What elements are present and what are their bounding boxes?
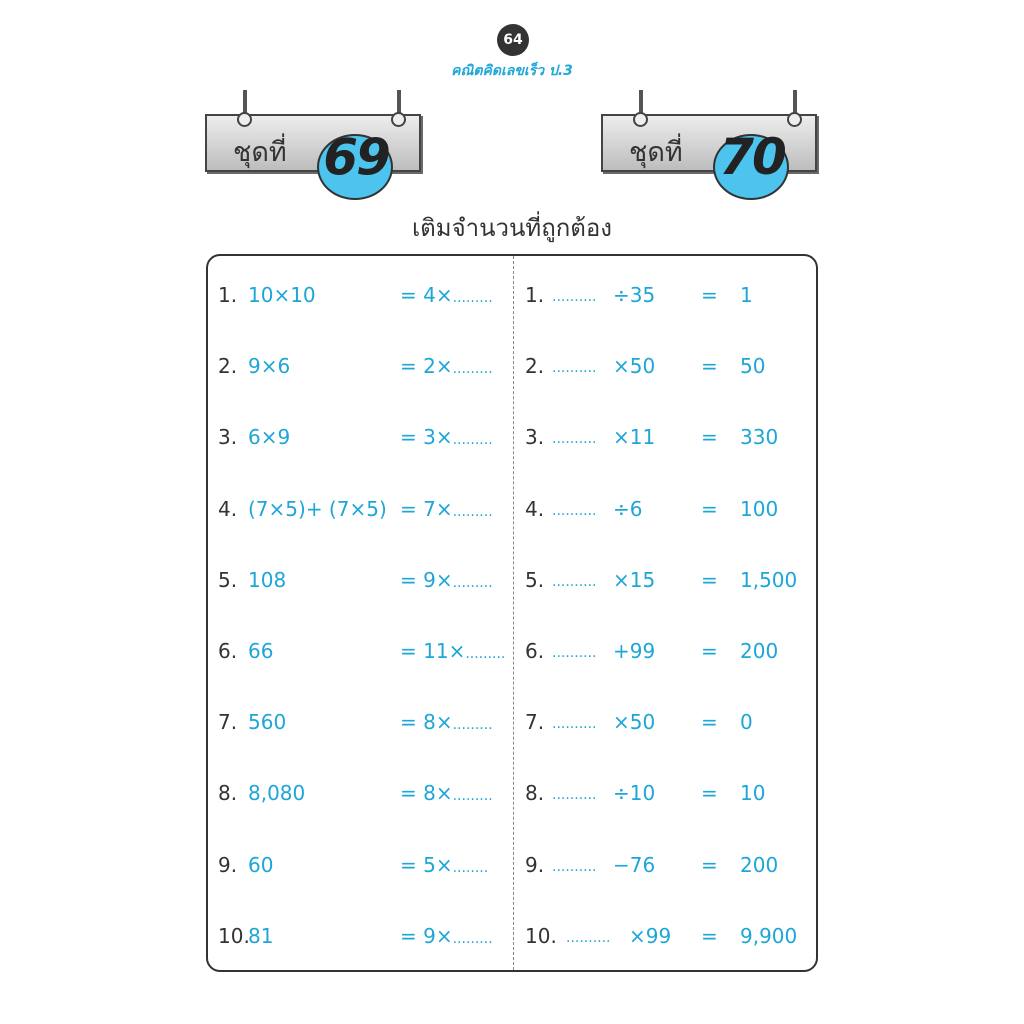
item-number: 6. <box>525 639 545 663</box>
result-value: 100 <box>740 496 779 521</box>
exercise-row <box>218 781 513 811</box>
set-sign-69 <box>205 90 425 200</box>
equals-sign: = <box>701 567 718 592</box>
equation-rhs <box>400 568 493 592</box>
item-number: 2. <box>525 354 545 379</box>
answer-blank[interactable]: ......... <box>452 788 493 805</box>
equation-rhs <box>400 497 493 521</box>
result-value: 9,900 <box>740 923 798 948</box>
answer-blank[interactable]: .......... <box>552 787 597 804</box>
exercise-row <box>218 853 513 883</box>
item-number: 7. <box>525 710 545 735</box>
answer-blank[interactable]: .......... <box>552 431 597 448</box>
item-number: 8. <box>525 781 545 806</box>
equation-rhs <box>400 283 493 307</box>
operation: ×15 <box>613 567 656 592</box>
given-expression: (7×5)+ (7×5) <box>248 496 387 521</box>
operation: ×11 <box>613 425 656 450</box>
exercise-row <box>525 354 810 384</box>
answer-blank[interactable]: ......... <box>452 290 493 306</box>
item-number: 3. <box>525 425 545 450</box>
hanger-ring <box>633 112 648 127</box>
exercise-row <box>525 497 810 527</box>
given-expression: 560 <box>248 710 287 735</box>
given-expression: 66 <box>248 639 274 663</box>
rhs-factor: = 5× <box>400 852 453 877</box>
exercise-panel <box>206 254 818 972</box>
given-expression: 6×9 <box>248 425 291 450</box>
item-number: 9. <box>525 852 545 877</box>
operation: ×99 <box>629 923 672 948</box>
item-number: 4. <box>525 496 545 521</box>
rhs-factor: = 4× <box>400 283 453 307</box>
exercise-row <box>525 924 810 954</box>
rhs-factor: = 11× <box>400 639 466 663</box>
answer-blank[interactable]: .......... <box>552 573 597 590</box>
exercise-row <box>525 425 810 455</box>
result-value: 10 <box>740 781 766 806</box>
answer-blank[interactable]: .......... <box>552 645 597 661</box>
equation-rhs <box>400 710 493 734</box>
answer-blank[interactable]: ......... <box>452 432 493 449</box>
equation-rhs <box>400 924 493 948</box>
operation: ÷35 <box>613 283 656 307</box>
answer-blank[interactable]: ......... <box>452 503 493 520</box>
answer-blank[interactable]: ......... <box>465 646 506 662</box>
answer-blank[interactable]: .......... <box>552 716 597 733</box>
exercise-row <box>218 639 513 669</box>
rhs-factor: = 9× <box>400 567 453 592</box>
hanger-ring <box>237 112 252 127</box>
set-label: ชุดที่ <box>629 137 683 168</box>
rhs-factor: = 8× <box>400 781 453 806</box>
item-number: 10. <box>525 923 557 948</box>
item-number: 10. <box>218 923 250 948</box>
hanger-hook <box>243 90 247 114</box>
hanger-hook <box>397 90 401 114</box>
rhs-factor: = 2× <box>400 354 453 379</box>
answer-blank[interactable]: ......... <box>452 361 493 378</box>
given-expression: 81 <box>248 923 274 948</box>
given-expression: 9×6 <box>248 354 291 379</box>
given-expression: 60 <box>248 852 274 877</box>
given-expression: 108 <box>248 567 287 592</box>
exercise-row <box>218 568 513 598</box>
operation: ÷6 <box>613 496 643 521</box>
answer-blank[interactable]: .......... <box>552 289 597 305</box>
set-number: 69 <box>323 128 389 186</box>
answer-blank[interactable]: .......... <box>566 929 611 946</box>
result-value: 330 <box>740 425 779 450</box>
page-number-badge: 64 <box>497 24 529 56</box>
item-number: 7. <box>218 710 238 735</box>
hanger-ring <box>787 112 802 127</box>
column-divider <box>513 256 514 970</box>
equals-sign: = <box>701 283 718 307</box>
item-number: 4. <box>218 496 238 521</box>
equals-sign: = <box>701 639 718 663</box>
hanger-hook <box>793 90 797 114</box>
answer-blank[interactable]: ......... <box>452 717 493 734</box>
result-value: 1,500 <box>740 567 798 592</box>
rhs-factor: = 7× <box>400 496 453 521</box>
item-number: 5. <box>525 567 545 592</box>
result-value: 200 <box>740 639 779 663</box>
answer-blank[interactable]: .......... <box>552 858 597 875</box>
equation-rhs <box>400 781 493 805</box>
operation: −76 <box>613 852 656 877</box>
equation-rhs <box>400 354 493 378</box>
set-sign-70 <box>601 90 821 200</box>
exercise-row <box>525 283 810 313</box>
exercise-row <box>525 710 810 740</box>
item-number: 3. <box>218 425 238 450</box>
given-expression: 8,080 <box>248 781 306 806</box>
item-number: 1. <box>525 283 545 307</box>
answer-blank[interactable]: ......... <box>452 930 493 947</box>
item-number: 6. <box>218 639 238 663</box>
instruction-heading: เติมจำนวนที่ถูกต้อง <box>411 214 613 242</box>
exercise-row <box>525 781 810 811</box>
exercise-row <box>525 853 810 883</box>
equation-rhs <box>400 853 488 877</box>
equation-rhs <box>400 639 505 663</box>
equals-sign: = <box>701 923 718 948</box>
rhs-factor: = 3× <box>400 425 453 450</box>
hanger-hook <box>639 90 643 114</box>
exercise-row <box>218 924 513 954</box>
answer-blank[interactable]: ......... <box>452 574 493 591</box>
equals-sign: = <box>701 781 718 806</box>
answer-blank[interactable]: .......... <box>552 502 597 519</box>
set-label: ชุดที่ <box>233 137 287 168</box>
result-value: 1 <box>740 283 753 307</box>
exercise-row <box>218 354 513 384</box>
result-value: 50 <box>740 354 766 379</box>
exercise-row <box>218 425 513 455</box>
operation: ×50 <box>613 710 656 735</box>
equals-sign: = <box>701 852 718 877</box>
exercise-row <box>218 497 513 527</box>
answer-blank[interactable]: ........ <box>452 859 489 876</box>
result-value: 0 <box>740 710 753 735</box>
answer-blank[interactable]: .......... <box>552 360 597 377</box>
operation: ÷10 <box>613 781 656 806</box>
item-number: 1. <box>218 283 238 307</box>
equals-sign: = <box>701 710 718 735</box>
operation: +99 <box>613 639 656 663</box>
item-number: 2. <box>218 354 238 379</box>
equals-sign: = <box>701 354 718 379</box>
equation-rhs <box>400 425 493 449</box>
hanger-ring <box>391 112 406 127</box>
exercise-row <box>525 568 810 598</box>
exercise-row <box>525 639 810 669</box>
item-number: 8. <box>218 781 238 806</box>
item-number: 5. <box>218 567 238 592</box>
given-expression: 10×10 <box>248 283 316 307</box>
rhs-factor: = 8× <box>400 710 453 735</box>
operation: ×50 <box>613 354 656 379</box>
item-number: 9. <box>218 852 238 877</box>
equals-sign: = <box>701 496 718 521</box>
exercise-row <box>218 283 513 313</box>
set-number: 70 <box>719 128 785 186</box>
equals-sign: = <box>701 425 718 450</box>
result-value: 200 <box>740 852 779 877</box>
book-title: คณิตคิดเลขเร็ว ป.3 <box>451 63 573 79</box>
rhs-factor: = 9× <box>400 923 453 948</box>
exercise-row <box>218 710 513 740</box>
